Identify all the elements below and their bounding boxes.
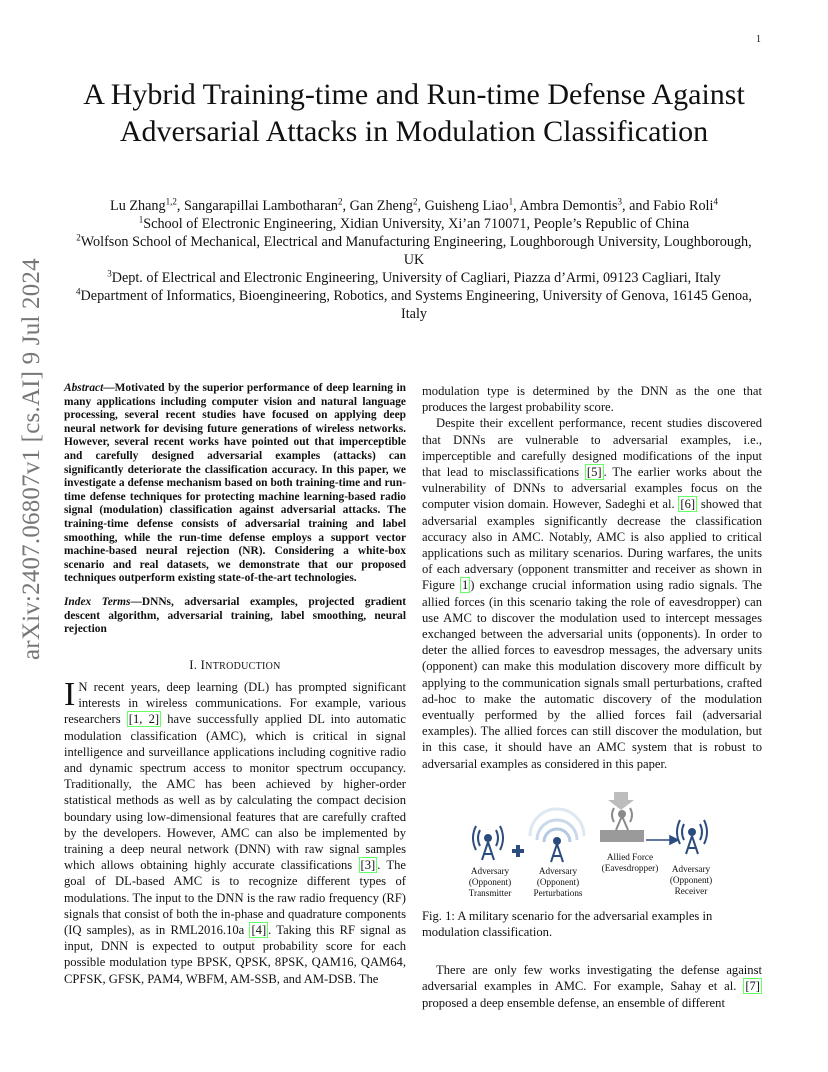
citation-link[interactable]: [4]: [251, 922, 267, 937]
affiliation-mark: 2: [76, 232, 81, 243]
plus-icon: [512, 845, 524, 857]
left-column: [64, 382, 406, 987]
citation-link[interactable]: [5]: [586, 465, 602, 480]
affiliation: $^4$Department of Informatics, Bioengineering, Robotics, and Systems Engineering, University of Genova, 16145 Genoa, Italy: [76, 286, 752, 322]
paragraph: modulation type is determined by the DNN as the one that produces the largest probability score.: [422, 384, 762, 415]
paragraph: There are only few works investigating the defense against adversarial examples in AMC. For example, Sahay et al. [7] proposed a deep ensemble defense, an ensemble of different: [422, 963, 762, 1010]
index-terms-text: —DNNs, adversarial examples, projected gradient descent algorithm, adversarial training, label smoothing, neural rejection: [64, 595, 407, 636]
citation-link[interactable]: [7]: [745, 979, 760, 994]
author-block: [70, 197, 758, 323]
author-name: Fabio Roli: [653, 198, 714, 214]
figure-caption: Fig. 1: A military scenario for the adversarial examples in modulation classification.: [422, 908, 713, 940]
intro-paragraph: I N recent years, deep learning (DL) has prompted significant interests in wireless communications. For example, various researchers [1, 2] have successfully applied DL into automatic modulation classification (AMC), which is critical in signal intelligence and surveillance applications including cognitive radio and dynamic spectrum access to monitor spectrum occupancy. Traditionally, the AMC has been achieved by higher-order statistical methods as well as by calculating the compact decision boundary using low-dimensional features that are carefully crafted by the developers. However, AMC can also be implemented by training a deep neural network (DNN) with raw signal samples which allows obtaining highly accurate classifications [3] . The goal of DL-based AMC is to recognize different types of modulations. The input to the DNN is the raw radio frequency (RF) signals that consist of both the in-phase and quadrature components (IQ samples), as in RML2016.10a [4] . Taking this RF signal as input, DNN is expected to output probability score for each possible modulation type BPSK, QPSK, 8PSK, QAM16, QAM64, CPFSK, GFSK, PAM4, WBFM, AM-SSB, and AM-DSB. The: [64, 675, 407, 986]
author-affiliation-mark: 3: [617, 196, 622, 207]
citation-link[interactable]: [6]: [680, 497, 696, 512]
affiliation-mark: 1: [138, 214, 144, 225]
label-allied-force: Allied Force (Eavesdropper): [601, 851, 659, 873]
author-affiliation-mark: 4: [713, 196, 718, 207]
author-affiliation-mark: 2: [413, 196, 418, 207]
dropcap: I: [64, 675, 76, 713]
section-heading-introduction: I. INTRODUCTION: [189, 657, 281, 672]
receiver-tower-icon: [677, 820, 707, 854]
affiliation: $^2$Wolfson School of Mechanical, Electrical and Manufacturing Engineering, Loughborough University, Loughborough, UK: [76, 232, 752, 268]
abstract: [64, 382, 406, 586]
affiliation-mark: 4: [76, 286, 81, 297]
allied-force-tower-icon: [600, 792, 644, 842]
index-terms-label: Index Terms: [64, 595, 131, 608]
index-terms: [64, 596, 406, 637]
citation-link[interactable]: [3]: [360, 858, 376, 873]
author-affiliation-mark: 2: [338, 196, 343, 207]
abstract-label: Abstract: [64, 382, 104, 394]
figure-1: [422, 786, 762, 906]
abstract-text: —Motivated by the superior performance of deep learning in many applications including computer vision and natural language processing, several recent studies have focused on applying deep neural network for devising future generations of wireless networks. However, several recent works have pointed out that imperceptible and carefully designed adversarial examples (attacks) can significantly deteriorate the classification accuracy. In this paper, we investigate a defense mechanism based on both training-time and run-time defense techniques for protecting machine learning-based radio signal (modulation) classification against adversarial attacks. The training-time defense consists of adversarial training and label smoothing, while the run-time defense employs a support vector machine-based neural rejection (NR). Considering a white-box scenario and real datasets, we demonstrate that our proposed techniques outperform existing state-of-the-art technologies.: [64, 382, 406, 585]
arxiv-identifier: arXiv:2407.06807v1 [cs.AI] 9 Jul 2024: [18, 258, 45, 660]
affiliation: $^3$Dept. of Electrical and Electronic Engineering, University of Cagliari, Piazza d’Armi, 09123 Cagliari, Italy: [107, 268, 721, 286]
affiliations: [70, 215, 758, 323]
page-number: 1: [756, 34, 761, 45]
paper-title: A Hybrid Training-time and Run-time Defense Against Adversarial Attacks in Modulation Classification: [83, 78, 745, 148]
affiliation-mark: 3: [107, 268, 112, 279]
perturbation-tower-icon: [551, 838, 563, 862]
author-affiliation-mark: 1,2: [165, 196, 177, 207]
label-receiver: Adversary (Opponent) Receiver: [669, 863, 713, 896]
author-affiliation-mark: 1: [508, 196, 514, 207]
label-perturbations: Adversary (Opponent) Perturbations: [533, 865, 583, 898]
author-name: Ambra Demontis: [519, 198, 618, 214]
author-name: Guisheng Liao: [424, 198, 509, 214]
arrow-icon: [646, 836, 678, 844]
figure-reference-link[interactable]: 1: [461, 578, 469, 593]
citation-link[interactable]: [1, 2]: [128, 712, 160, 727]
affiliation: $^1$School of Electronic Engineering, Xidian University, Xi’an 710071, People’s Republic of China: [138, 214, 690, 232]
author-name: Lu Zhang: [110, 198, 166, 214]
author-list: Lu Zhang$^{1,2}$, Sangarapillai Lambotharan$^2$, Gan Zheng$^2$, Guisheng Liao$^1$, Ambra Demontis$^3$, and Fabio Roli$^4$: [110, 196, 718, 214]
label-transmitter: Adversary (Opponent) Transmitter: [468, 865, 512, 898]
author-name: Sangarapillai Lambotharan: [183, 198, 338, 214]
author-name: Gan Zheng: [349, 198, 414, 214]
figure-illustration: [422, 786, 762, 866]
right-column: [422, 383, 762, 1011]
paragraph: Despite their excellent performance, recent studies discovered that DNNs are vulnerable to adversarial examples, i.e., imperceptible and carefully designed modifications of the input that lead to misclassifications [5] . The earlier works about the vulnerability of DNNs to adversarial examples focus on the computer vision domain. However, Sadeghi et al. [6] showed that adversarial examples significantly decrease the classification accuracy also in AMC. Notably, AMC is also applied to critical applications such as military scenarios. During warfares, the units of each adversary (opponent transmitter and receiver as shown in Figure 1 ) exchange crucial information using radio signals. The allied forces (in this scenario taking the role of eavesdropper) can use AMC to discover the modulation used to intercept messages exchanged between the adversarial units (opponents). In order to deter the allied forces to eavesdrop messages, the adversary units (opponent) can make this modulation discovery more difficult by applying to the communication signals small perturbations, crafted ad-hoc to make the automatic discovery of the modulation eventually performed by the allied forces fail (adversarial examples). The allied forces can still discover the modulation, but in this case, it should have an AMC system that is robust to adversarial examples as considered in this paper.: [422, 416, 762, 771]
transmitter-tower-icon: [473, 826, 503, 860]
